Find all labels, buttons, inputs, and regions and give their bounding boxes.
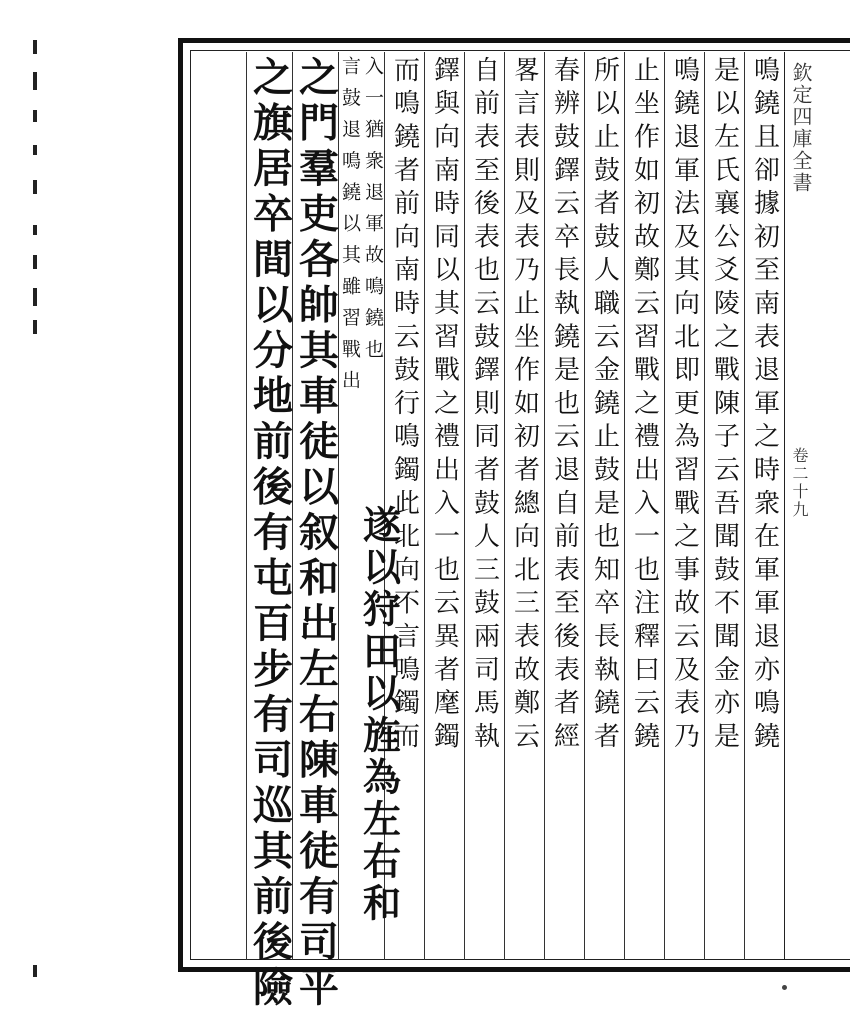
margin-strip xyxy=(784,52,812,960)
text-columns xyxy=(190,52,813,1012)
book-title: 欽定四庫全書 xyxy=(789,62,813,194)
column-text: 自前表至後表也云鼓鐸則同者鼓人三鼓兩司馬執 xyxy=(469,56,500,756)
commentary-column xyxy=(464,52,504,960)
column-gap xyxy=(190,52,246,960)
commentary-column xyxy=(424,52,464,960)
column-text: 而鳴鐃者前向南時云鼓行鳴鐲此北向不言鳴鐲而 xyxy=(389,56,420,756)
commentary-column xyxy=(504,52,544,960)
column-text: 所以止鼓者鼓人職云金鐃止鼓是也知卒長執鐃者 xyxy=(589,56,620,756)
column-text: 春辨鼓鐸云卒長執鐃是也云退自前表至後表者經 xyxy=(549,56,580,756)
scan-speck xyxy=(782,985,787,990)
juan-number: 卷二十九 xyxy=(790,447,809,519)
annotation-right: 言鼓退鳴鐃以其雖習戰出 xyxy=(339,56,361,402)
column-text: 鐸與向南時同以其習戰之禮出入一也云異者麾鐲 xyxy=(429,56,460,756)
commentary-column xyxy=(704,52,744,960)
main-text-column xyxy=(292,52,340,1012)
column-text: 鳴鐃且卻據初至南表退軍之時衆在軍軍退亦鳴鐃 xyxy=(749,56,780,756)
double-annotation xyxy=(339,56,385,401)
column-text: 止坐作如初故鄭云習戰之禮出入一也注釋曰云鐃 xyxy=(629,56,660,756)
main-text: 之旗居卒間以分地前後有屯百步有司巡其前後險 xyxy=(246,56,294,1012)
commentary-column xyxy=(624,52,664,960)
column-text: 畧言表則及表乃止坐作如初者總向北三表故鄭云 xyxy=(509,56,540,756)
column-text: 是以左氏襄公爻陵之戰陳子云吾聞鼓不聞金亦是 xyxy=(709,56,740,756)
commentary-column xyxy=(744,52,784,960)
commentary-column xyxy=(544,52,584,960)
main-text: 遂以狩田以旌為左右和 xyxy=(356,505,402,925)
column-text: 鳴鐃退軍法及其向北即更為習戰之事故云及表乃 xyxy=(669,56,700,756)
main-text-column xyxy=(246,52,294,1012)
main-text: 之門羣吏各帥其車徒以叙和出左右陳車徒有司平 xyxy=(292,56,340,1012)
main-text-run xyxy=(356,505,402,925)
scan-edge-marks xyxy=(33,40,41,980)
annotation-left: 入一猶衆退軍故鳴鐃也 xyxy=(362,56,384,370)
commentary-column xyxy=(664,52,704,960)
commentary-column xyxy=(584,52,624,960)
